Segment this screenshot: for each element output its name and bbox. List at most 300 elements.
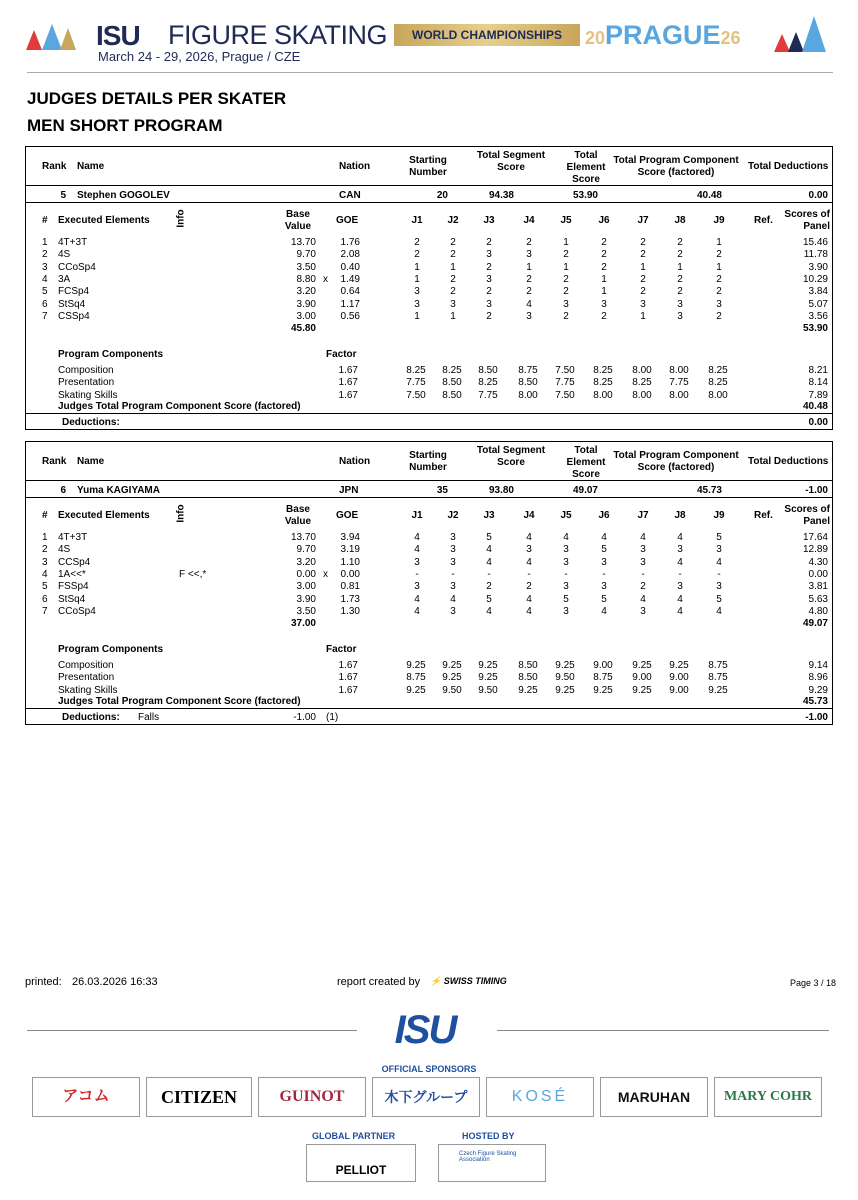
executed-elements-header: Executed Elements xyxy=(58,510,150,521)
element-judge-score: 3 xyxy=(450,556,456,568)
element-judge-score: 3 xyxy=(526,249,532,261)
element-judge-score: 2 xyxy=(486,310,492,322)
deductions-total: 0.00 xyxy=(808,417,828,428)
element-score: 5.63 xyxy=(808,593,828,605)
component-judge-score: 8.25 xyxy=(478,377,498,389)
element-judge-score: 2 xyxy=(640,249,646,261)
name-header: Name xyxy=(77,161,105,172)
element-name: 4S xyxy=(58,544,71,556)
element-judge-score: 3 xyxy=(450,544,456,556)
total-element-score-header: Total Element Score xyxy=(566,445,606,480)
element-judge-score: 4 xyxy=(486,605,492,617)
event-dates: March 24 - 29, 2026, Prague / CZE xyxy=(98,49,301,64)
element-judge-score: 2 xyxy=(526,286,532,298)
element-judge-score: 2 xyxy=(716,310,722,322)
judge-header: J6 xyxy=(598,215,610,226)
element-number-header: # xyxy=(42,510,48,521)
element-judge-score: 4 xyxy=(526,605,532,617)
tpcs-header: Total Program Component Score (factored) xyxy=(613,450,739,473)
component-judge-score: 8.25 xyxy=(593,365,613,376)
element-judge-score: 4 xyxy=(601,532,607,543)
element-name: FCSp4 xyxy=(58,286,90,298)
element-judge-score: 3 xyxy=(640,298,646,310)
element-judge-score: 1 xyxy=(601,273,607,285)
element-judge-score: 3 xyxy=(677,298,683,310)
element-number: 2 xyxy=(42,544,48,556)
element-judge-score: 3 xyxy=(716,581,722,593)
element-score: 3.84 xyxy=(808,286,828,298)
element-judge-score: - xyxy=(415,568,419,580)
skater-name: Stephen GOGOLEV xyxy=(77,190,170,201)
deductions-label: Deductions: xyxy=(62,417,120,428)
program-components-header: Program Components xyxy=(58,349,164,360)
component-judge-score: 7.50 xyxy=(406,389,426,401)
deductions-label: Deductions: xyxy=(62,712,120,723)
element-judge-score: 2 xyxy=(601,249,607,261)
element-goe: 1.76 xyxy=(340,237,360,248)
element-judge-score: 4 xyxy=(563,532,569,543)
component-judge-score: 8.25 xyxy=(708,365,728,376)
executed-elements-header: Executed Elements xyxy=(58,215,150,226)
hosted-by-label: HOSTED BY xyxy=(462,1131,515,1141)
swiss-timing-logo: ⚡ SWISS TIMING xyxy=(430,976,507,986)
component-score: 7.89 xyxy=(808,389,828,401)
element-number-header: # xyxy=(42,215,48,226)
judge-header: J7 xyxy=(637,510,649,521)
component-judge-score: 9.25 xyxy=(442,660,462,671)
element-number: 1 xyxy=(42,532,48,543)
element-judge-score: - xyxy=(678,568,682,580)
info-header: Info xyxy=(175,209,187,228)
element-judge-score: 4 xyxy=(677,593,683,605)
component-judge-score: 9.25 xyxy=(442,672,462,684)
element-judge-score: 1 xyxy=(414,273,420,285)
element-judge-score: 3 xyxy=(450,605,456,617)
element-judge-score: 4 xyxy=(526,593,532,605)
skater-starting-number: 20 xyxy=(436,190,448,201)
element-judge-score: 2 xyxy=(716,273,722,285)
element-judge-score: 3 xyxy=(450,298,456,310)
element-judge-score: 2 xyxy=(601,261,607,273)
element-judge-score: 3 xyxy=(677,544,683,556)
element-goe: 0.64 xyxy=(340,286,360,298)
right-triangles-icon xyxy=(772,14,832,54)
component-name: Composition xyxy=(58,660,114,671)
component-judge-score: 7.75 xyxy=(669,377,689,389)
component-score: 9.29 xyxy=(808,684,828,696)
element-judge-score: 3 xyxy=(486,249,492,261)
base-value-total: 37.00 xyxy=(290,618,316,629)
element-judge-score: 2 xyxy=(601,310,607,322)
component-judge-score: 9.25 xyxy=(632,684,652,696)
scores-of-panel-header: Scores of Panel xyxy=(784,504,830,527)
header-divider xyxy=(27,72,833,73)
rank-header: Rank xyxy=(42,456,67,467)
element-score: 10.29 xyxy=(802,273,828,285)
element-name: CCoSp4 xyxy=(58,605,96,617)
element-judge-score: 2 xyxy=(486,237,492,248)
scores-of-panel-header: Scores of Panel xyxy=(784,209,830,232)
factor-header: Factor xyxy=(326,644,357,655)
element-judge-score: 4 xyxy=(640,532,646,543)
ref-header: Ref. xyxy=(754,215,773,226)
component-judge-score: 9.25 xyxy=(555,684,575,696)
element-judge-score: 1 xyxy=(563,237,569,248)
sponsor-kinoshita: 木下グループ xyxy=(372,1077,480,1117)
element-base-value: 3.90 xyxy=(296,593,316,605)
element-judge-score: 1 xyxy=(601,286,607,298)
element-number: 5 xyxy=(42,581,48,593)
element-judge-score: 2 xyxy=(677,249,683,261)
element-judge-score: 3 xyxy=(486,298,492,310)
element-judge-score: 2 xyxy=(450,286,456,298)
element-judge-score: 4 xyxy=(414,593,420,605)
component-score: 8.14 xyxy=(808,377,828,389)
element-judge-score: 3 xyxy=(563,605,569,617)
component-name: Presentation xyxy=(58,672,115,684)
element-judge-score: 1 xyxy=(414,261,420,273)
element-judge-score: 5 xyxy=(716,532,722,543)
component-judge-score: 9.50 xyxy=(478,684,498,696)
global-partner-label: GLOBAL PARTNER xyxy=(312,1131,396,1141)
component-score: 8.96 xyxy=(808,672,828,684)
skater-rank: 6 xyxy=(60,485,66,496)
component-factor: 1.67 xyxy=(338,389,358,401)
component-judge-score: 8.00 xyxy=(593,389,613,401)
component-judge-score: 8.75 xyxy=(708,672,728,684)
component-judge-score: 9.25 xyxy=(708,684,728,696)
element-info: F <<,* xyxy=(179,568,207,580)
element-judge-score: 2 xyxy=(414,249,420,261)
element-name: CCoSp4 xyxy=(58,261,96,273)
component-judge-score: 8.00 xyxy=(669,389,689,401)
judges-tpcs-total: 40.48 xyxy=(802,401,828,412)
skater-section xyxy=(25,146,833,430)
element-bonus-marker: x xyxy=(323,273,328,285)
element-base-value: 8.80 xyxy=(296,273,316,285)
element-base-value: 3.20 xyxy=(296,286,316,298)
element-judge-score: 1 xyxy=(640,261,646,273)
element-judge-score: 2 xyxy=(450,273,456,285)
element-base-value: 0.00 xyxy=(296,568,316,580)
element-judge-score: 3 xyxy=(640,544,646,556)
element-judge-score: 3 xyxy=(716,298,722,310)
element-base-value: 9.70 xyxy=(296,249,316,261)
judge-header: J2 xyxy=(447,510,459,521)
element-number: 7 xyxy=(42,310,48,322)
component-judge-score: 7.75 xyxy=(555,377,575,389)
element-judge-score: 2 xyxy=(450,249,456,261)
element-goe: 3.94 xyxy=(340,532,360,543)
judge-header: J9 xyxy=(713,510,725,521)
element-judge-score: 2 xyxy=(486,286,492,298)
element-judge-score: 3 xyxy=(526,544,532,556)
info-header: Info xyxy=(175,504,187,523)
element-judge-score: 4 xyxy=(414,532,420,543)
element-name: StSq4 xyxy=(58,593,86,605)
element-score: 3.81 xyxy=(808,581,828,593)
element-base-value: 3.90 xyxy=(296,298,316,310)
judge-header: J9 xyxy=(713,215,725,226)
element-judge-score: 2 xyxy=(563,286,569,298)
starting-number-header: Starting Number xyxy=(409,450,447,473)
element-number: 1 xyxy=(42,237,48,248)
judge-header: J1 xyxy=(411,510,423,521)
nation-header: Nation xyxy=(339,456,371,467)
component-factor: 1.67 xyxy=(338,672,358,684)
skater-name: Yuma KAGIYAMA xyxy=(77,485,160,496)
component-judge-score: 8.75 xyxy=(593,672,613,684)
sponsor-citizen: CITIZEN xyxy=(146,1077,252,1117)
component-judge-score: 8.50 xyxy=(478,365,498,376)
name-header: Name xyxy=(77,456,105,467)
element-judge-score: 3 xyxy=(450,532,456,543)
sponsor-mary-cohr: MARY COHR xyxy=(714,1077,822,1117)
factor-header: Factor xyxy=(326,349,357,360)
element-judge-score: 2 xyxy=(563,273,569,285)
element-goe: 0.81 xyxy=(340,581,360,593)
element-judge-score: 2 xyxy=(526,273,532,285)
page-number: Page 3 / 18 xyxy=(790,978,837,988)
component-judge-score: 7.50 xyxy=(555,365,575,376)
element-goe: 2.08 xyxy=(340,249,360,261)
row-divider xyxy=(26,497,832,498)
element-judge-score: 2 xyxy=(677,273,683,285)
page-header xyxy=(0,0,858,70)
component-factor: 1.67 xyxy=(338,684,358,696)
judge-header: J1 xyxy=(411,215,423,226)
element-judge-score: 3 xyxy=(601,556,607,568)
element-name: CSSp4 xyxy=(58,310,90,322)
component-score: 8.21 xyxy=(808,365,828,376)
skater-rank: 5 xyxy=(60,190,66,201)
component-judge-score: 9.50 xyxy=(555,672,575,684)
component-judge-score: 8.50 xyxy=(442,377,462,389)
ref-header: Ref. xyxy=(754,510,773,521)
starting-number-header: Starting Number xyxy=(409,155,447,178)
element-score: 17.64 xyxy=(802,532,828,543)
host-czech-association: Czech Figure Skating Association xyxy=(438,1144,546,1182)
element-judge-score: 2 xyxy=(716,286,722,298)
element-base-value: 3.00 xyxy=(296,310,316,322)
total-deductions-header: Total Deductions xyxy=(748,161,829,172)
skater-total-segment-score: 94.38 xyxy=(488,190,514,201)
element-name: 4S xyxy=(58,249,71,261)
component-factor: 1.67 xyxy=(338,377,358,389)
element-judge-score: 4 xyxy=(486,556,492,568)
deduction-value: -1.00 xyxy=(293,712,316,723)
element-judge-score: 2 xyxy=(601,237,607,248)
element-judge-score: 5 xyxy=(486,593,492,605)
element-judge-score: 2 xyxy=(640,581,646,593)
segment-title: MEN SHORT PROGRAM xyxy=(27,116,223,135)
row-divider xyxy=(26,480,832,481)
official-sponsors-label: OFFICIAL SPONSORS xyxy=(381,1064,477,1074)
element-judge-score: 3 xyxy=(486,273,492,285)
component-name: Skating Skills xyxy=(58,684,118,696)
element-judge-score: 4 xyxy=(486,544,492,556)
element-goe: 1.17 xyxy=(340,298,360,310)
element-goe: 1.49 xyxy=(340,273,360,285)
element-judge-score: 3 xyxy=(563,544,569,556)
element-judge-score: 3 xyxy=(640,556,646,568)
component-judge-score: 8.00 xyxy=(708,389,728,401)
goe-header: GOE xyxy=(336,510,359,521)
skater-tpcs: 40.48 xyxy=(696,190,722,201)
component-judge-score: 7.50 xyxy=(555,389,575,401)
element-judge-score: 5 xyxy=(601,544,607,556)
isu-footer-logo: ISU xyxy=(394,1008,456,1052)
element-name: 4T+3T xyxy=(58,237,88,248)
element-name: 1A<<* xyxy=(58,568,86,580)
report-created-label: report created by xyxy=(337,976,421,988)
judge-header: J4 xyxy=(523,510,535,521)
sponsor-pelliot: PELLIOT xyxy=(306,1144,416,1182)
skater-nation: JPN xyxy=(339,485,359,496)
element-judge-score: 3 xyxy=(640,605,646,617)
element-score: 0.00 xyxy=(808,568,828,580)
component-judge-score: 8.25 xyxy=(593,377,613,389)
element-base-value: 3.00 xyxy=(296,581,316,593)
element-number: 4 xyxy=(42,568,48,580)
element-judge-score: 2 xyxy=(414,237,420,248)
skater-section xyxy=(25,441,833,725)
component-judge-score: 7.75 xyxy=(406,377,426,389)
element-judge-score: - xyxy=(451,568,455,580)
component-judge-score: 8.50 xyxy=(518,660,538,671)
element-name: 4T+3T xyxy=(58,532,88,543)
element-judge-score: 1 xyxy=(414,310,420,322)
component-factor: 1.67 xyxy=(338,660,358,671)
element-base-value: 13.70 xyxy=(290,532,316,543)
world-championships-badge: WORLD CHAMPIONSHIPS xyxy=(394,24,580,46)
footer-divider-right xyxy=(497,1030,829,1031)
element-score: 12.89 xyxy=(802,544,828,556)
prague-logo: 20PRAGUE26 xyxy=(585,20,741,50)
component-judge-score: 8.75 xyxy=(518,365,538,376)
element-score: 3.90 xyxy=(808,261,828,273)
sponsor-acom: アコム xyxy=(32,1077,140,1117)
element-judge-score: 4 xyxy=(414,605,420,617)
row-divider xyxy=(26,202,832,203)
element-number: 6 xyxy=(42,298,48,310)
element-score: 4.30 xyxy=(808,556,828,568)
element-number: 6 xyxy=(42,593,48,605)
sponsor-kose: KOSÉ xyxy=(486,1077,594,1117)
component-judge-score: 8.25 xyxy=(406,365,426,376)
component-judge-score: 9.25 xyxy=(406,684,426,696)
judge-header: J5 xyxy=(560,215,572,226)
element-judge-score: 4 xyxy=(526,298,532,310)
element-judge-score: 2 xyxy=(640,237,646,248)
element-number: 3 xyxy=(42,261,48,273)
component-judge-score: 8.50 xyxy=(518,672,538,684)
component-score: 9.14 xyxy=(808,660,828,671)
component-judge-score: 8.50 xyxy=(518,377,538,389)
component-judge-score: 8.00 xyxy=(632,389,652,401)
element-judge-score: 3 xyxy=(677,581,683,593)
tpcs-header: Total Program Component Score (factored) xyxy=(613,155,739,178)
element-judge-score: 1 xyxy=(450,310,456,322)
element-judge-score: 3 xyxy=(563,298,569,310)
nation-header: Nation xyxy=(339,161,371,172)
component-judge-score: 8.75 xyxy=(708,660,728,671)
element-judge-score: 1 xyxy=(563,261,569,273)
element-judge-score: 2 xyxy=(677,286,683,298)
component-factor: 1.67 xyxy=(338,365,358,376)
element-number: 4 xyxy=(42,273,48,285)
judge-header: J3 xyxy=(483,510,495,521)
judge-header: J8 xyxy=(674,215,686,226)
component-judge-score: 9.00 xyxy=(669,672,689,684)
judges-tpcs-label: Judges Total Program Component Score (factored) xyxy=(58,696,301,707)
element-judge-score: 4 xyxy=(640,593,646,605)
component-judge-score: 9.00 xyxy=(632,672,652,684)
element-judge-score: 3 xyxy=(563,581,569,593)
total-deductions-header: Total Deductions xyxy=(748,456,829,467)
judge-header: J3 xyxy=(483,215,495,226)
left-triangles-icon xyxy=(24,22,84,52)
element-base-value: 3.50 xyxy=(296,605,316,617)
base-value-header: Base Value xyxy=(284,209,312,232)
element-judge-score: - xyxy=(527,568,531,580)
base-value-total: 45.80 xyxy=(290,323,316,334)
element-judge-score: 4 xyxy=(414,544,420,556)
element-judge-score: 5 xyxy=(716,593,722,605)
component-name: Composition xyxy=(58,365,114,376)
element-name: CCSp4 xyxy=(58,556,91,568)
element-number: 3 xyxy=(42,556,48,568)
element-base-value: 3.50 xyxy=(296,261,316,273)
element-score: 4.80 xyxy=(808,605,828,617)
skater-total-element-score: 53.90 xyxy=(572,190,598,201)
element-judge-score: 5 xyxy=(486,532,492,543)
judge-header: J5 xyxy=(560,510,572,521)
element-judge-score: 2 xyxy=(450,237,456,248)
element-judge-score: 3 xyxy=(414,556,420,568)
component-judge-score: 8.50 xyxy=(442,389,462,401)
element-judge-score: 2 xyxy=(640,286,646,298)
deductions-total: -1.00 xyxy=(805,712,828,723)
element-goe: 1.10 xyxy=(340,556,360,568)
total-segment-score-header: Total Segment Score xyxy=(476,445,546,468)
sponsor-guinot: GUINOT xyxy=(258,1077,366,1117)
row-divider xyxy=(26,413,832,414)
element-judge-score: 2 xyxy=(563,310,569,322)
element-judge-score: 1 xyxy=(526,261,532,273)
element-judge-score: 1 xyxy=(716,261,722,273)
skater-starting-number: 35 xyxy=(436,485,448,496)
element-score: 15.46 xyxy=(802,237,828,248)
skater-total-deductions: -1.00 xyxy=(805,485,828,496)
printed-date: 26.03.2026 16:33 xyxy=(72,976,158,988)
component-judge-score: 7.75 xyxy=(478,389,498,401)
element-judge-score: 4 xyxy=(677,532,683,543)
component-judge-score: 8.00 xyxy=(669,365,689,376)
row-divider xyxy=(26,708,832,709)
judge-header: J2 xyxy=(447,215,459,226)
skater-total-segment-score: 93.80 xyxy=(488,485,514,496)
element-score: 11.78 xyxy=(803,249,828,261)
element-judge-score: 2 xyxy=(677,237,683,248)
element-judge-score: - xyxy=(602,568,606,580)
page-title: JUDGES DETAILS PER SKATER xyxy=(27,89,287,108)
component-name: Presentation xyxy=(58,377,115,389)
element-judge-score: 4 xyxy=(677,556,683,568)
total-element-score-header: Total Element Score xyxy=(566,150,606,185)
skater-total-element-score: 49.07 xyxy=(572,485,598,496)
component-name: Skating Skills xyxy=(58,389,118,401)
